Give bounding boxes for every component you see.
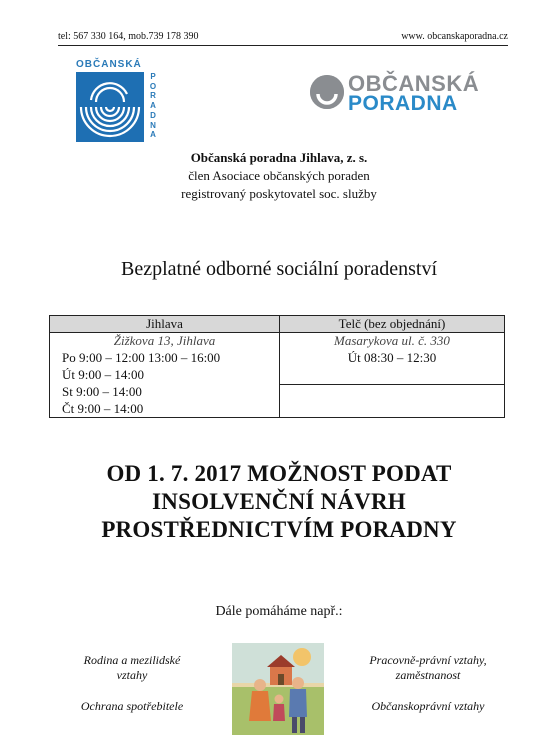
contact-phone: tel: 567 330 164, mob.739 178 390: [58, 31, 199, 42]
logo-spiral-icon: [76, 72, 144, 142]
hours-row: Čt 9:00 – 14:00: [62, 401, 144, 416]
obcanska-poradna-logo-right: [310, 73, 500, 115]
hours-row: Po 9:00 – 12:00 13:00 – 16:00: [62, 350, 221, 365]
family-illustration: [232, 643, 324, 735]
topic-labour: Pracovně-právní vztahy, zaměstnanost: [369, 653, 487, 682]
column-header-telc: Telč (bez objednání): [280, 316, 505, 333]
jihlava-cell: [50, 333, 280, 418]
organization-block: [100, 149, 458, 203]
contact-header: [58, 29, 508, 46]
office-hours-table: [49, 315, 505, 418]
jihlava-address: Žižkova 13, Jihlava: [113, 333, 216, 348]
contact-website[interactable]: www. obcanskaporadna.cz: [401, 31, 508, 42]
insolvency-announcement: OD 1. 7. 2017 MOŽNOST PODAT INSOLVENČNÍ NÁVRH PROSTŘEDNICTVÍM PORADNY: [101, 461, 457, 542]
telc-hours: Út 08:30 – 12:30: [347, 350, 437, 365]
column-header-jihlava: Jihlava: [50, 316, 280, 333]
hours-row: Út 9:00 – 14:00: [62, 367, 144, 382]
org-name: Občanská poradna Jihlava, z. s.: [190, 150, 368, 165]
more-help-intro: Dále pomáháme např.:: [215, 604, 343, 619]
logo-right-line1: OBČANSKÁ: [348, 71, 480, 96]
logo-left-word: OBČANSKÁ: [76, 59, 142, 70]
topic-family: Rodina a mezilidské vztahy: [83, 653, 181, 682]
org-member: člen Asociace občanských poraden: [188, 168, 370, 183]
smile-logo-icon: [310, 75, 344, 109]
telc-address: Masarykova ul. č. 330: [334, 333, 450, 348]
logo-left-vertical-word: P O R A D N A: [149, 72, 157, 140]
topic-consumer: Ochrana spotřebitele: [80, 699, 184, 713]
logo-right-line2: PORADNA: [348, 92, 458, 115]
org-provider: registrovaný poskytovatel soc. služby: [181, 186, 377, 201]
telc-cell: [280, 333, 505, 418]
hours-row: St 9:00 – 14:00: [62, 384, 142, 399]
page-headline: Bezplatné odborné sociální poradenství: [120, 258, 437, 280]
topic-civil: Občanskoprávní vztahy: [371, 699, 485, 713]
obcanska-poradna-logo-left: [68, 59, 168, 146]
